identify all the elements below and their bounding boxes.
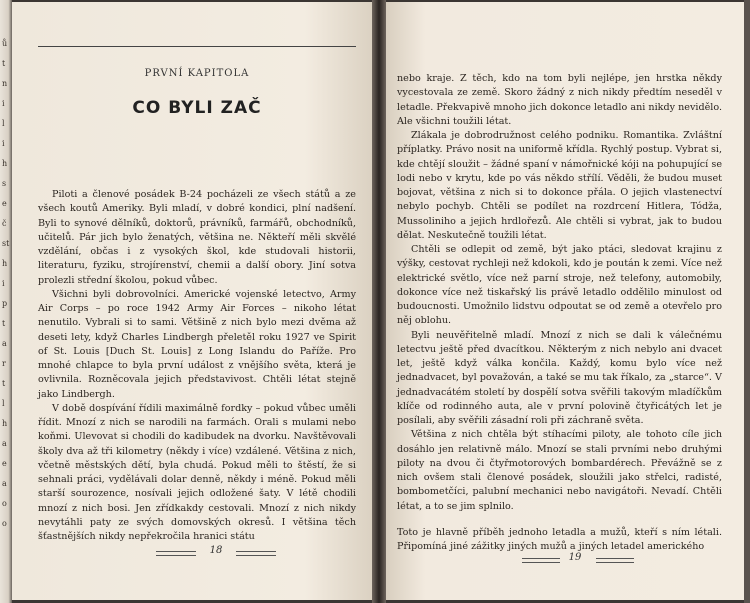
spine-fragment: a (2, 479, 7, 488)
page-number-right: 19 (568, 552, 582, 563)
left-page-body (38, 188, 356, 544)
spine-fragment: o (2, 499, 7, 508)
paragraph: Chtěli se odlepit od země, být jako ptáci, sledovat krajinu z výšky, cestovat rychleji než kdokoli, kdo je poután k zemi. Více než elektrické světlo, více než parní stroje, než telefony, automobily, dokonce více než tiskařský lis právě letadlo oddělilo minulost od budoucnosti. Umožnilo lidstvu odpoutat se od země a otevřelo pro něj oblohu. (397, 244, 722, 327)
spine-fragment: t (2, 59, 6, 68)
spine-fragment: p (2, 299, 8, 308)
spine-fragment: o (2, 519, 7, 528)
spine-fragment: r (2, 359, 6, 368)
spine-fragment: t (2, 319, 6, 328)
paragraph: Všichni byli dobrovolníci. Americké vojenské letectvo, Army Air Corps – po roce 1942 Army Air Forces – nikoho létat nenutilo. Vybrali si to sami. Většině z nich bylo mezi dvěma až deseti lety, když Charles Lindbergh přeletěl roku 1927 ve Spirit of St. Louis [Duch St. Louis] z Long Islandu do Paříže. Pro mnohé chlapce to byla první událost z vnějšího světa, která je ovlivnila. Rozněcovala jejich představivost. Chtěli létat stejně jako Lindbergh. (38, 288, 356, 400)
spine-fragment: a (2, 339, 7, 348)
spine-fragment: n (2, 79, 8, 88)
spine-fragment: l (2, 119, 5, 128)
folio-rule-right (596, 558, 634, 563)
spine-fragment: h (2, 159, 8, 168)
spine-fragment: č (2, 219, 7, 228)
folio-rule-right (236, 551, 276, 556)
spine-fragment: h (2, 419, 8, 428)
paragraph: Zlákala je dobrodružnost celého podniku. Romantika. Zvláštní příplatky. Právo nosit na uniformě křídla. Rychlý postup. Vybrat si, kde chtějí sloužit – žádné spaní v námořnické kóji na pohupující se lodi nebo v krytu, kde po vás někdo střílí. Věděli, že budou muset bojovat, většina z nich si to dokonce přála. O jejich vlastenectví nebylo pochyb. Chtěli se podílet na rozdrcení Hitlera, Tódža, Mussoliniho a jejich hrdlořezů. Ale chtěli si vybrat, jak to budou dělat. Neskutečně toužili létat. (397, 130, 722, 241)
right-page-body (397, 72, 722, 554)
book-edge (744, 0, 750, 603)
chapter-top-rule (38, 46, 356, 47)
adjacent-page-strip (0, 0, 12, 603)
page-number-left: 18 (209, 545, 223, 556)
paragraph: nebo kraje. Z těch, kdo na tom byli nejlépe, jen hrstka někdy vycestovala ze země. Skoro žádný z nich nikdy předtím neseděl v letadle. Překvapivě mnoho jich dokonce letadlo ani nikdy nevidělo. Ale všichni toužili létat. (397, 73, 722, 127)
spine-fragment: e (2, 199, 7, 208)
spine-fragment: i (2, 139, 5, 148)
spine-fragment: a (2, 439, 7, 448)
spine-fragment: l (2, 399, 5, 408)
spine-fragment: s (2, 179, 7, 188)
paragraph: Většina z nich chtěla být stíhacími piloty, ale tohoto cíle jich dosáhlo jen relativně málo. Mnozí se stali prvními nebo druhými piloty na dvou či čtyřmotorových bombardérech. Převážně se z nich ovšem stali členové posádek, sloužili jako střelci, radisté, bombometčíci, palubní mechanici nebo navigátoři. Nevadí. Chtěli létat, a to se jim splnilo. (397, 429, 722, 512)
book-gutter (372, 0, 386, 603)
paragraph: Byli neuvěřitelně mladí. Mnozí z nich se dali k válečnému letectvu ještě před dvacítkou. Některým z nich nebylo ani dvacet let, ještě když válka končila. Každý, komu bylo více než jednadvacet, byl považován, a také se mu tak říkalo, za „starce“. V jednadvacátém století by dospělí sotva svěřili takovým mladíčkům klíče od rodinného auta, ale v první polovině čtyřicátých let je posílali, aby svěřili zásadní roli při záchraně světa. (397, 329, 722, 426)
chapter-title: CO BYLI ZAČ (132, 98, 262, 118)
spine-fragment: e (2, 459, 7, 468)
spine-fragment: st (2, 239, 10, 248)
spine-fragment: ů (2, 39, 8, 48)
spine-fragment: h (2, 259, 8, 268)
paragraph: Toto je hlavně příběh jednoho letadla a mužů, kteří s ním létali. Připomíná jiné zážitky jiných mužů a jiných letadel amerického (397, 526, 722, 552)
paragraph: Piloti a členové posádek B-24 pocházeli ze všech států a ze všech koutů Ameriky. Byli mladí, v dobré kondici, plní nadšení. Byli to synové dělníků, doktorů, právníků, farmářů, obchodníků, učitelů. Pár jich bylo ženatých, většina ne. Někteří měli skvělé vzdělání, občas i z vysokých škol, kde studovali historii, literaturu, fyziku, strojírenství, chemii a další obory. Jiní sotva prolezli střední školou, pokud vůbec. (38, 189, 356, 286)
spine-fragment: i (2, 279, 5, 288)
chapter-number: PRVNÍ KAPITOLA (144, 68, 250, 79)
paragraph: V době dospívání řídili maximálně fordky – pokud vůbec uměli řídit. Mnozí z nich se narodili na farmách. Orali s mulami nebo koňmi. Ulevovat si chodili do kadibudek na dvorku. Navštěvovali školy dva až tři kilometry (někdy i více) vzdálené. Většina z nich, včetně městských dětí, byla chudá. Pokud měli to štěstí, že si sehnali práci, vydělávali dolar denně, někdy i méně. Pokud měli starší sourozence, nosívali jejich odložené šaty. V létě chodili mnozí z nich bosi. Jen zřídkakdy cestovali. Mnozí z nich nikdy nevytáhli paty ze svých domovských okresů. I většina těch šťastnějších nikdy nepřekročila hranici státu (38, 402, 356, 542)
spine-fragment: t (2, 379, 6, 388)
spine-fragment: i (2, 99, 5, 108)
folio-rule-left (156, 551, 196, 556)
